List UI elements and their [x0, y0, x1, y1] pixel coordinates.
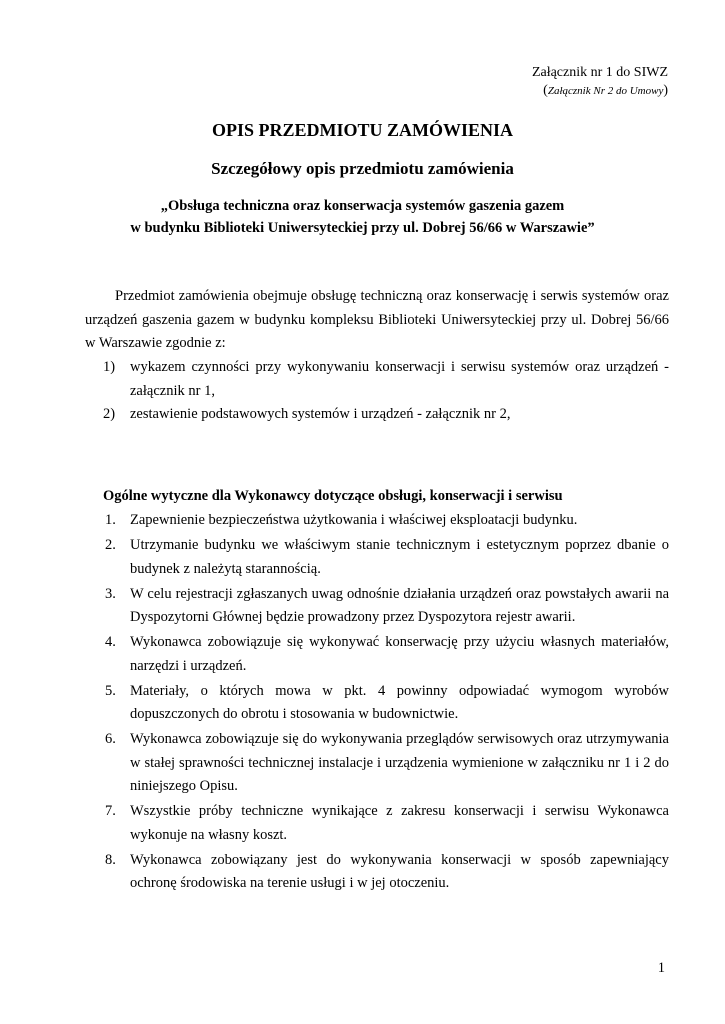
intro-paragraph: Przedmiot zamówienia obejmuje obsługę techniczną oraz konserwację i serwis systemów oraz urządzeń gaszenia gazem w budynku kompleksu Biblioteki Uniwersyteckiej przy ul. Dobrej 56/66 w Warszawie zgodnie z: — [85, 288, 669, 351]
list-item-text: Wykonawca zobowiązany jest do wykonywania konserwacji w sposób zapewniający ochronę środowiska na terenie usługi i w jej otoczeniu. — [130, 851, 669, 891]
list-item-number: 6. — [105, 731, 116, 747]
attachment-header: Załącznik nr 1 do SIWZ — [531, 65, 668, 80]
paren-open: ( — [543, 83, 548, 98]
list-item-number: 3. — [105, 585, 116, 602]
list-item-text: zestawienie podstawowych systemów i urządzeń - załącznik nr 2, — [130, 406, 511, 422]
list-item-number: 5. — [105, 682, 116, 699]
section-title: Ogólne wytyczne dla Wykonawcy dotyczące obsługi, konserwacji i serwisu — [103, 488, 563, 504]
list-item — [85, 534, 669, 581]
list-item-text: Utrzymanie budynku we właściwym stanie technicznym i estetycznym poprzez dbanie o budynek z należytą starannością. — [130, 537, 669, 577]
list-item-number: 8. — [105, 851, 116, 868]
document-subtitle: Szczegółowy opis przedmiotu zamówienia — [211, 159, 514, 178]
list-item — [85, 728, 669, 799]
document-title: OPIS PRZEDMIOTU ZAMÓWIENIA — [211, 120, 514, 140]
list-item — [85, 849, 669, 896]
intro-list — [85, 356, 669, 427]
list-item-number: 7. — [105, 803, 116, 819]
guidelines-list — [85, 509, 669, 897]
list-item-text: Wszystkie próby techniczne wynikające z zakresu konserwacji i serwisu Wykonawca wykonuje na własny koszt. — [130, 803, 669, 843]
list-item-text: W celu rejestracji zgłaszanych uwag odnośnie działania urządzeń oraz powstałych awarii na Dyspozytorni Głównej będzie prowadzony przez Dyspozytora rejestr awarii. — [130, 585, 669, 625]
list-item — [85, 509, 669, 533]
list-item-text: wykazem czynności przy wykonywaniu konserwacji i serwisu systemów oraz urządzeń - załącznik nr 1, — [130, 359, 669, 399]
list-item — [85, 356, 669, 403]
list-item — [85, 583, 669, 630]
contract-attachment-label: Załącznik Nr 2 do Umowy — [547, 85, 664, 97]
paren-close: ) — [663, 83, 668, 98]
list-item-number: 1) — [103, 359, 116, 375]
list-item-text: Wykonawca zobowiązuje się do wykonywania przeglądów serwisowych oraz utrzymywania w stałej sprawności technicznej instalacje i urządzenia wymienione w załączniku nr 1 i 2 do niniejszego Opisu. — [130, 731, 669, 794]
list-item — [85, 403, 669, 427]
list-item-number: 4. — [105, 634, 116, 650]
list-item — [85, 631, 669, 678]
contract-attachment-note — [543, 82, 668, 100]
service-name-line1: „Obsługa techniczna oraz konserwacja systemów gaszenia gazem — [160, 198, 565, 214]
page-number: 1 — [657, 960, 665, 976]
list-item-text: Wykonawca zobowiązuje się wykonywać konserwację przy użyciu własnych materiałów, narzędzi i urządzeń. — [130, 634, 669, 674]
list-item-number: 2) — [103, 406, 116, 422]
list-item-number: 2. — [105, 537, 116, 553]
list-item — [85, 680, 669, 727]
list-item-text: Materiały, o których mowa w pkt. 4 powinny odpowiadać wymogom wyrobów dopuszczonych do obrotu i stosowania w budownictwie. — [130, 682, 669, 722]
list-item-number: 1. — [105, 512, 116, 528]
service-name-line2: w budynku Biblioteki Uniwersyteckiej przy ul. Dobrej 56/66 w Warszawie” — [130, 220, 595, 236]
list-item-text: Zapewnienie bezpieczeństwa użytkowania i właściwej eksploatacji budynku. — [130, 512, 578, 528]
list-item — [85, 800, 669, 847]
